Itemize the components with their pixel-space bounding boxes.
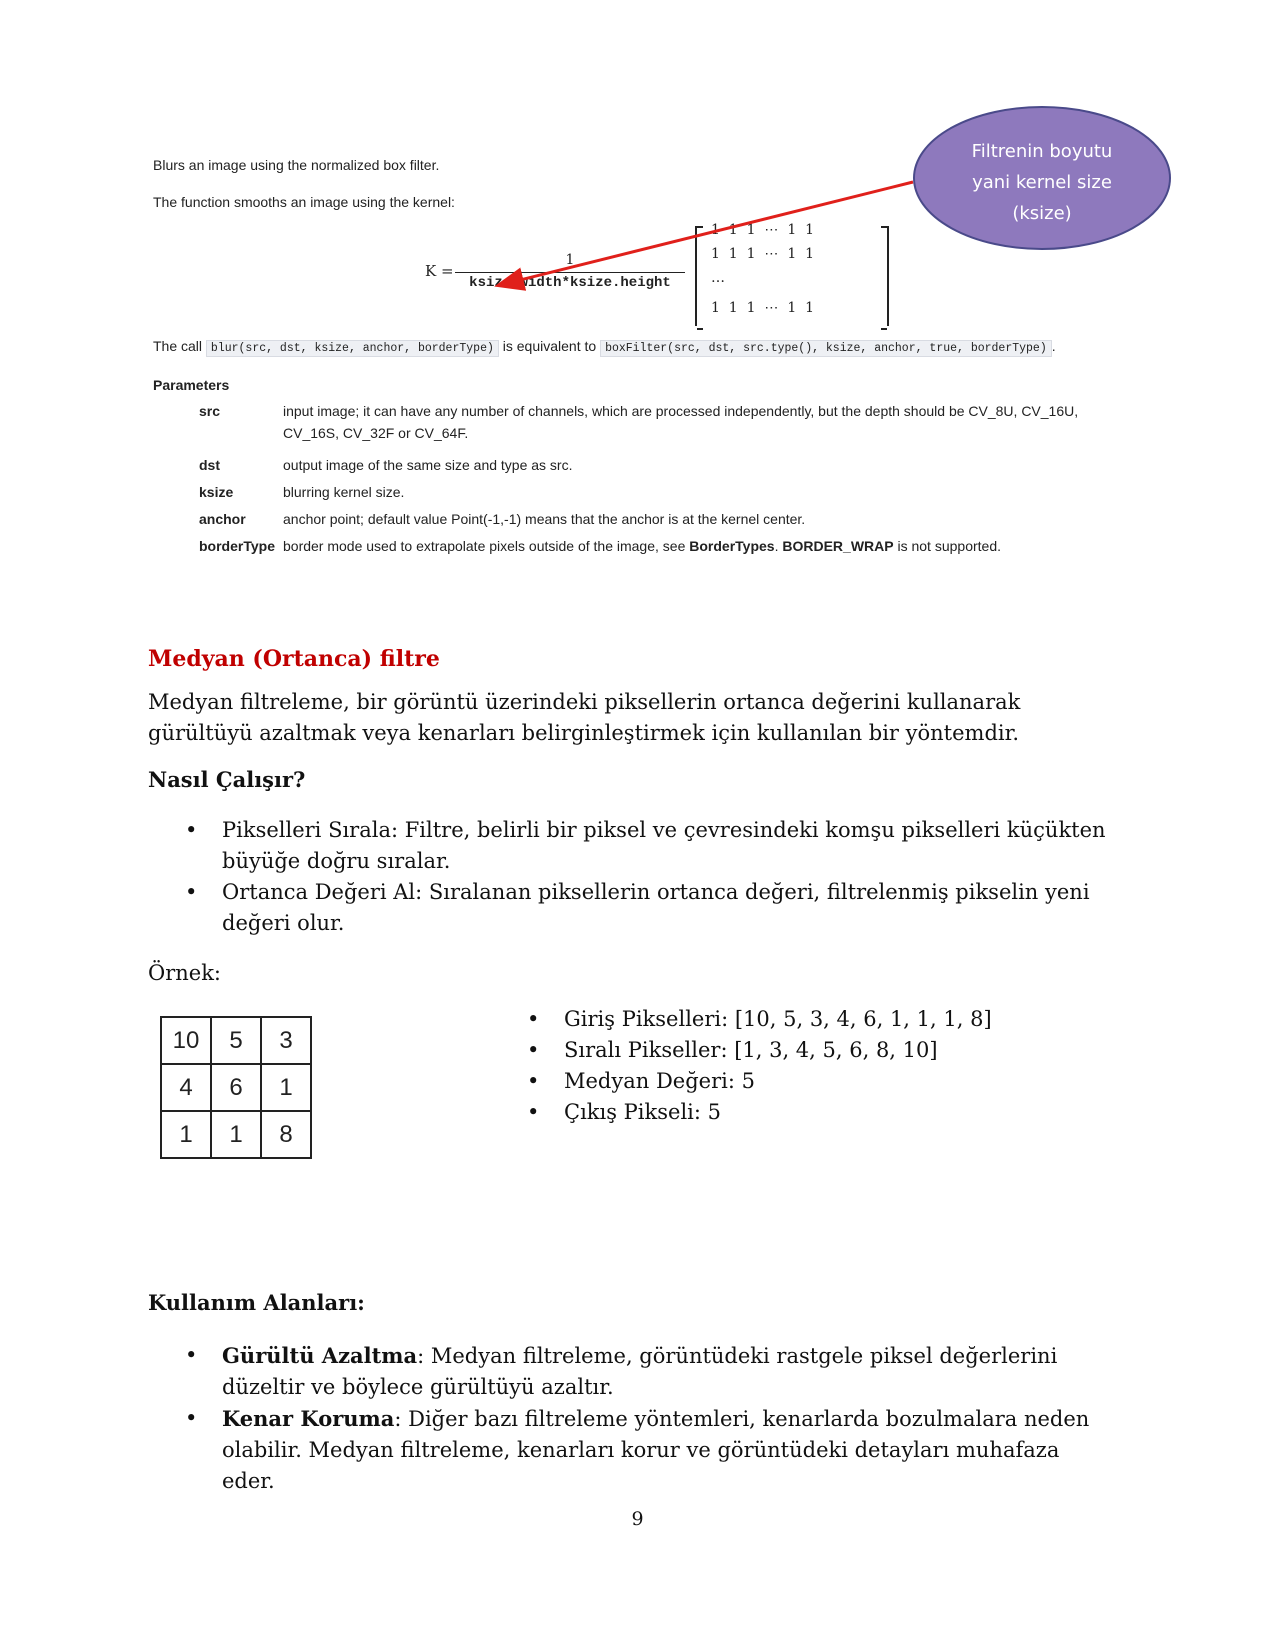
- example-item-text: Çıkış Pikseli: 5: [564, 1100, 721, 1124]
- callout-line2: yani kernel size: [972, 172, 1112, 193]
- param-name-anchor: anchor: [199, 511, 246, 527]
- parameters-title: Parameters: [153, 377, 230, 393]
- callout-line3: (ksize): [1012, 203, 1072, 224]
- how-it-works-list: [180, 815, 1110, 939]
- matrix-row: 1 1 1 ⋯ 1 1: [711, 246, 815, 262]
- list-item-line: Pikselleri Sırala: Filtre, belirli bir piksel ve çevresindeki komşu pikselleri küçükten: [222, 818, 1106, 842]
- grid-cell: 4: [161, 1064, 211, 1111]
- list-item-line: [222, 1340, 1110, 1372]
- param-desc-anchor: anchor point; default value Point(-1,-1) means that the anchor is at the kernel center.: [283, 511, 806, 527]
- list-item: [522, 1097, 1082, 1128]
- grid-cell: 5: [211, 1017, 261, 1064]
- example-item-text: Giriş Pikselleri: [10, 5, 3, 4, 6, 1, 1, 1, 8]: [564, 1007, 992, 1031]
- grid-row: [161, 1064, 311, 1111]
- grid-row: [161, 1111, 311, 1158]
- list-item: [180, 877, 1110, 939]
- param-name-dst: dst: [199, 457, 220, 473]
- formula-denominator: ksize.width*ksize.height: [469, 275, 671, 291]
- bordertype-desc-text: border mode used to extrapolate pixels outside of the image, see: [283, 538, 690, 554]
- bullet-icon: •: [185, 1406, 198, 1430]
- list-item-line: değeri olur.: [222, 911, 345, 935]
- grid-cell: 3: [261, 1017, 311, 1064]
- bullet-icon: •: [527, 1100, 540, 1124]
- example-item-text: Sıralı Pikseller: [1, 3, 4, 5, 6, 8, 10]: [564, 1038, 938, 1062]
- list-item-line: [222, 1403, 1110, 1435]
- bullet-icon: •: [527, 1038, 540, 1062]
- matrix-row: 1 1 1 ⋯ 1 1: [711, 300, 815, 316]
- matrix-row: 1 1 1 ⋯ 1 1: [711, 222, 815, 238]
- usage-term: Gürültü Azaltma: [222, 1343, 418, 1368]
- param-name-ksize: ksize: [199, 484, 234, 500]
- list-item: [180, 1403, 1110, 1497]
- grid-cell: 8: [261, 1111, 311, 1158]
- how-it-works-heading: Nasıl Çalışır?: [148, 767, 306, 792]
- list-item: [180, 815, 1110, 877]
- pixel-grid: [160, 1016, 312, 1159]
- usage-heading: Kullanım Alanları:: [148, 1290, 365, 1315]
- bordertypes-link[interactable]: BorderTypes: [689, 538, 775, 554]
- param-desc-src-line1: input image; it can have any number of channels, which are processed independently, but the depth should be CV_8U, CV_16U,: [283, 403, 1079, 419]
- param-desc-src: [283, 400, 1078, 444]
- formula-lhs: K =: [425, 262, 454, 280]
- param-desc-src-line2: CV_16S, CV_32F or CV_64F.: [283, 425, 469, 441]
- call-prefix: The call: [153, 338, 203, 354]
- grid-cell: 1: [211, 1111, 261, 1158]
- doc-kernel-intro: The function smooths an image using the kernel:: [153, 194, 455, 210]
- bordertype-desc-end: is not supported.: [893, 538, 1001, 554]
- grid-row: [161, 1017, 311, 1064]
- list-item: [522, 1004, 1082, 1035]
- call-equivalence: [153, 338, 1056, 355]
- boxfilter-call-code: boxFilter(src, dst, src.type(), ksize, anchor, true, borderType): [600, 340, 1052, 357]
- intro-paragraph: [148, 687, 1020, 749]
- param-desc-dst: output image of the same size and type as src.: [283, 457, 573, 473]
- call-middle: is equivalent to: [502, 338, 597, 354]
- formula-numerator: 1: [565, 252, 575, 268]
- grid-cell: 10: [161, 1017, 211, 1064]
- usage-desc: : Medyan filtreleme, görüntüdeki rastgele piksel değerlerini: [417, 1344, 1058, 1368]
- page-number: 9: [631, 1508, 644, 1530]
- call-suffix: .: [1051, 338, 1056, 354]
- example-label: Örnek:: [148, 961, 222, 985]
- list-item-line: olabilir. Medyan filtreleme, kenarları korur ve görüntüdeki detayları muhafaza eder.: [222, 1438, 1060, 1493]
- grid-cell: 6: [211, 1064, 261, 1111]
- list-item-line: büyüğe doğru sıralar.: [222, 849, 451, 873]
- param-name-src: src: [199, 403, 221, 419]
- usage-term: Kenar Koruma: [222, 1406, 395, 1431]
- example-item-text: Medyan Değeri: 5: [564, 1069, 755, 1093]
- bullet-icon: •: [185, 1343, 198, 1367]
- bullet-icon: •: [527, 1007, 540, 1031]
- callout-text: [914, 136, 1170, 229]
- intro-line2: gürültüyü azaltmak veya kenarları belirginleştirmek için kullanılan bir yöntemdir.: [148, 721, 1020, 745]
- list-item: [180, 1340, 1110, 1403]
- bullet-icon: •: [185, 880, 198, 904]
- callout-arrow: [500, 182, 913, 285]
- blur-call-code: blur(src, dst, ksize, anchor, borderType): [206, 340, 499, 357]
- usage-desc: : Diğer bazı filtreleme yöntemleri, kenarlarda bozulmalara neden: [394, 1407, 1090, 1431]
- bullet-icon: •: [527, 1069, 540, 1093]
- list-item-line: Ortanca Değeri Al: Sıralanan piksellerin ortanca değeri, filtrelenmiş pikselin yeni: [222, 880, 1090, 904]
- border-wrap-term: BORDER_WRAP: [782, 538, 894, 554]
- intro-line1: Medyan filtreleme, bir görüntü üzerindeki piksellerin ortanca değerini kullanarak: [148, 690, 1021, 714]
- usage-list: [180, 1340, 1110, 1497]
- doc-description: Blurs an image using the normalized box filter.: [153, 157, 440, 173]
- section-title: Medyan (Ortanca) filtre: [148, 646, 440, 672]
- bullet-icon: •: [185, 818, 198, 842]
- param-name-bordertype: borderType: [199, 538, 275, 554]
- matrix-row: …: [711, 270, 725, 286]
- bordertype-desc-sep: .: [774, 538, 783, 554]
- grid-cell: 1: [261, 1064, 311, 1111]
- list-item: [522, 1066, 1082, 1097]
- param-desc-ksize: blurring kernel size.: [283, 484, 405, 500]
- list-item-line: düzeltir ve böylece gürültüyü azaltır.: [222, 1375, 614, 1399]
- example-list: [522, 1004, 1082, 1128]
- list-item: [522, 1035, 1082, 1066]
- callout-line1: Filtrenin boyutu: [971, 141, 1113, 162]
- param-desc-bordertype: [283, 535, 1001, 557]
- grid-cell: 1: [161, 1111, 211, 1158]
